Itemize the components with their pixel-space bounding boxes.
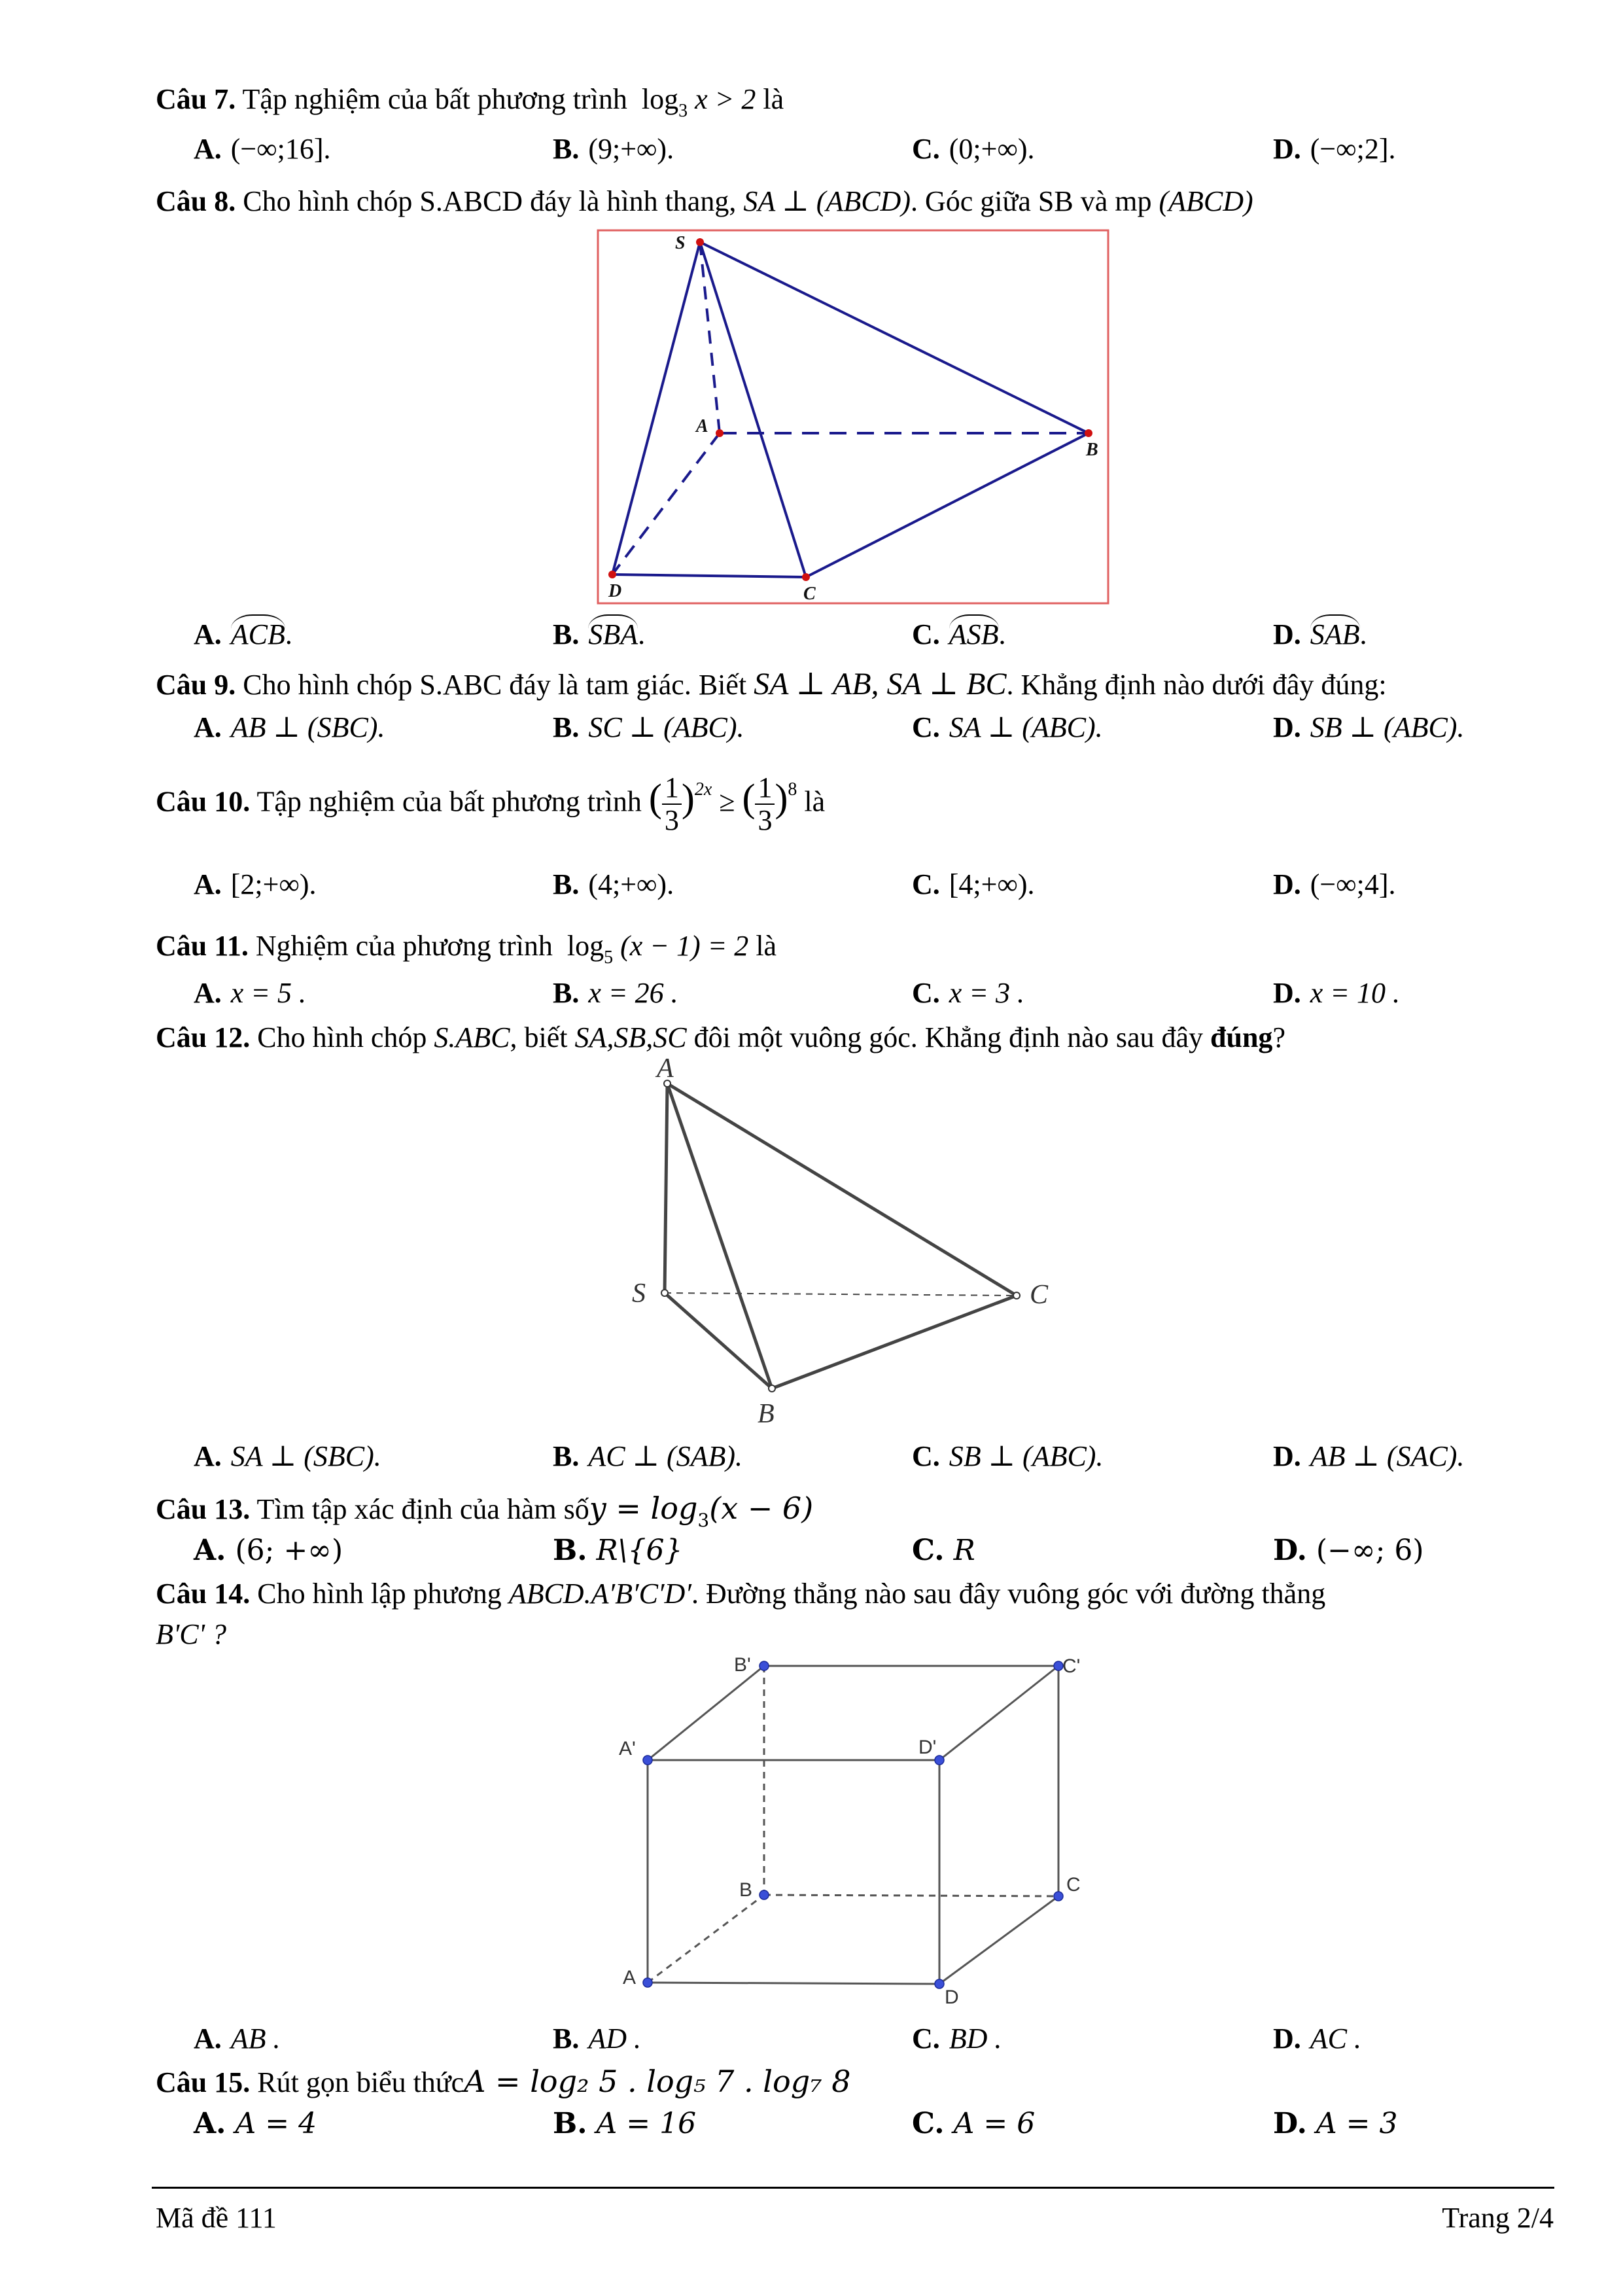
option-letter: B. — [553, 977, 580, 1009]
log-text: log — [641, 83, 679, 115]
page-number: Trang 2/4 — [1442, 2202, 1554, 2234]
vertex-a1 — [643, 1756, 652, 1765]
option-value: AB ⊥ (SAC). — [1310, 1440, 1465, 1472]
option-d[interactable] — [1273, 1442, 1464, 1471]
question-text-2: , biết — [510, 1021, 568, 1053]
option-letter: B. — [553, 133, 580, 165]
question-mark: ? — [1272, 1021, 1285, 1053]
question-label: Câu 10. — [156, 785, 251, 818]
fraction — [755, 772, 775, 837]
option-c[interactable] — [912, 2024, 1002, 2053]
option-suffix: . — [1359, 618, 1367, 650]
edge-sd — [612, 242, 700, 574]
edge-sc — [665, 1293, 1017, 1296]
math-expression: ABCD.A′B′C′D′ — [508, 1578, 691, 1610]
option-value: (−∞;2]. — [1310, 133, 1396, 165]
option-letter: C. — [912, 977, 940, 1009]
footer-divider — [152, 2187, 1554, 2189]
question-9 — [156, 669, 1387, 700]
option-a[interactable] — [194, 135, 331, 164]
paren: ( — [742, 776, 756, 820]
option-letter: C. — [912, 2107, 945, 2140]
option-b[interactable] — [553, 2107, 697, 2140]
exam-code: Mã đề 111 — [156, 2202, 277, 2234]
option-letter: C. — [912, 133, 940, 165]
option-letter: D. — [1273, 1440, 1301, 1472]
option-c[interactable] — [912, 620, 1006, 649]
log-base: 3 — [678, 101, 688, 121]
option-value: [4;+∞). — [949, 868, 1035, 900]
option-c[interactable] — [912, 2107, 1036, 2140]
math-expression: SA ⊥ AB, SA ⊥ BC — [754, 667, 1007, 701]
edge-d1c1 — [939, 1666, 1058, 1760]
edge-dc — [939, 1896, 1058, 1984]
option-value: x = 5 . — [230, 977, 307, 1009]
paren: ( — [648, 776, 662, 820]
option-c[interactable] — [912, 870, 1035, 899]
option-b[interactable] — [553, 620, 645, 649]
vertex-b — [759, 1890, 769, 1899]
question-label: Câu 15. — [156, 2066, 251, 2098]
option-value: BD . — [949, 2022, 1002, 2055]
option-a[interactable] — [194, 620, 292, 649]
option-a[interactable] — [194, 2107, 317, 2140]
paren: ) — [681, 776, 695, 820]
emphasis: đúng — [1210, 1021, 1273, 1053]
option-value: (6; +∞) — [235, 1534, 343, 1567]
option-value: (−∞; 6) — [1316, 1534, 1424, 1567]
question-11 — [156, 930, 777, 968]
exponent: 2x — [694, 779, 712, 800]
vertex-d — [608, 571, 616, 578]
label-b1: B' — [734, 1655, 751, 1676]
question-text-2: . Khẳng định nào dưới đây đúng: — [1006, 669, 1387, 701]
option-value: SB ⊥ (ABC). — [949, 1440, 1104, 1472]
question-text: Cho hình chóp S.ABCD đáy là hình thang, — [243, 185, 737, 217]
function-text: y = log — [589, 1491, 698, 1526]
vertex-c — [1013, 1292, 1020, 1299]
label-s: S — [632, 1279, 646, 1309]
vertex-s — [696, 238, 704, 246]
question-14-line-2 — [156, 1620, 226, 1649]
question-text: Cho hình chóp S.ABC đáy là tam giác. Biết — [243, 669, 747, 701]
option-value: SA ⊥ (ABC). — [949, 711, 1103, 743]
edge-sb — [700, 242, 1089, 433]
option-d[interactable] — [1273, 2024, 1361, 2053]
option-value: SB ⊥ (ABC). — [1310, 711, 1465, 743]
math-expression-2: SA,SB,SC — [574, 1021, 687, 1053]
option-value: (9;+∞). — [588, 133, 674, 165]
math-expression — [649, 772, 797, 837]
question-tail: là — [804, 785, 826, 818]
edge-cb — [806, 433, 1089, 577]
option-letter: A. — [194, 1440, 222, 1472]
option-a[interactable] — [194, 870, 317, 899]
question-text-2: . Đường thẳng nào sau đây vuông góc với đường thẳng — [691, 1578, 1326, 1610]
question-12 — [156, 1023, 1285, 1052]
question-7 — [156, 83, 784, 121]
option-letter: A. — [194, 2107, 226, 2140]
fraction-denominator: 3 — [758, 804, 773, 837]
math-expression: SA ⊥ (ABCD) — [743, 185, 911, 217]
figure-border — [598, 230, 1108, 603]
question-text: Tìm tập xác định của hàm số — [256, 1493, 589, 1525]
option-value: (0;+∞). — [949, 133, 1035, 165]
option-letter: C. — [912, 711, 940, 743]
option-value: R\{6} — [596, 1534, 683, 1567]
math-expression-2: B'C' ? — [156, 1618, 227, 1650]
option-value: (−∞;16]. — [230, 133, 331, 165]
label-b: B — [1086, 440, 1098, 460]
question-label: Câu 9. — [156, 669, 236, 701]
label-b: B — [739, 1879, 753, 1901]
option-a[interactable] — [194, 713, 385, 742]
option-c[interactable] — [912, 135, 1035, 164]
option-a[interactable] — [194, 1536, 343, 1565]
option-c[interactable] — [912, 713, 1103, 742]
option-d[interactable] — [1273, 1536, 1424, 1565]
option-value: [2;+∞). — [230, 868, 317, 900]
option-letter: D. — [1273, 977, 1301, 1009]
angle-value: SAB — [1310, 614, 1360, 650]
option-value: AC . — [1310, 2022, 1362, 2055]
edge-dc — [612, 574, 806, 577]
label-c: C — [1066, 1874, 1081, 1896]
option-value: AB . — [230, 2022, 281, 2055]
question-text: Nghiệm của phương trình — [255, 930, 553, 962]
edge-ab — [648, 1895, 764, 1983]
cube-figure — [608, 1655, 1092, 2015]
option-letter: C. — [912, 1534, 945, 1567]
vertex-b — [769, 1385, 775, 1392]
question-label: Câu 14. — [156, 1578, 251, 1610]
math-expression: A = log₂ 5 . log₅ 7 . log₇ 8 — [464, 2064, 851, 2099]
option-value: SA ⊥ (SBC). — [230, 1440, 381, 1472]
vertex-c — [1054, 1892, 1063, 1901]
edge-ad — [612, 433, 720, 574]
question-8 — [156, 187, 1253, 216]
math-expression — [635, 83, 756, 121]
label-c1: C' — [1062, 1655, 1081, 1677]
label-c: C — [1030, 1280, 1049, 1310]
option-value: x = 3 . — [949, 977, 1025, 1009]
option-d[interactable] — [1273, 713, 1464, 742]
option-value: x = 10 . — [1310, 977, 1401, 1009]
option-a[interactable] — [194, 1442, 381, 1471]
question-text: Cho hình chóp — [257, 1021, 427, 1053]
question-text-2: . Góc giữa SB và mp — [911, 185, 1152, 217]
option-b[interactable] — [553, 135, 674, 164]
label-a: A — [696, 416, 708, 436]
log-base: 3 — [697, 1510, 710, 1531]
edge-bc — [772, 1296, 1017, 1388]
fraction — [662, 772, 682, 837]
question-tail: là — [763, 83, 784, 115]
edge-ac — [667, 1084, 1017, 1296]
label-a1: A' — [619, 1738, 636, 1759]
option-b[interactable] — [553, 713, 744, 742]
math-expression — [589, 1491, 814, 1531]
option-d[interactable] — [1273, 2107, 1398, 2140]
option-letter: B. — [553, 868, 580, 900]
option-b[interactable] — [553, 979, 678, 1008]
angle-value: SBA — [588, 614, 638, 650]
option-value: A = 3 — [1316, 2107, 1398, 2140]
question-14 — [156, 1580, 1325, 1608]
exponent: 8 — [788, 779, 797, 800]
label-b: B — [758, 1399, 775, 1429]
question-label: Câu 11. — [156, 930, 249, 962]
question-13 — [156, 1491, 814, 1531]
vertex-b1 — [759, 1661, 769, 1670]
vertex-s — [661, 1290, 668, 1296]
question-label: Câu 12. — [156, 1021, 251, 1053]
option-value: A = 6 — [953, 2107, 1036, 2140]
option-suffix: . — [998, 618, 1006, 650]
option-letter: B. — [553, 618, 580, 650]
question-tail: là — [756, 930, 777, 962]
vertex-a — [716, 429, 724, 437]
option-a[interactable] — [194, 2024, 281, 2053]
log-base: 5 — [604, 947, 614, 968]
question-text: Rút gọn biểu thức — [257, 2066, 464, 2098]
option-b[interactable] — [553, 1536, 682, 1565]
question-label: Câu 8. — [156, 185, 236, 217]
option-letter: B. — [553, 2022, 580, 2055]
pyramid-sabc-figure — [615, 1057, 1086, 1430]
question-text-3: đôi một vuông góc. Khẳng định nào sau đây — [693, 1021, 1204, 1053]
option-letter: A. — [194, 868, 222, 900]
option-letter: C. — [912, 1440, 940, 1472]
option-d[interactable] — [1273, 620, 1367, 649]
pyramid-sabcd-figure — [597, 229, 1109, 605]
fraction-numerator: 1 — [755, 772, 775, 805]
label-d: D — [945, 1987, 959, 2008]
option-c[interactable] — [912, 1442, 1103, 1471]
function-argument: (x − 6) — [709, 1491, 814, 1526]
option-letter: B. — [553, 2107, 587, 2140]
option-letter: A. — [194, 133, 222, 165]
edge-ad — [648, 1983, 939, 1984]
option-value: A = 4 — [235, 2107, 317, 2140]
option-letter: D. — [1273, 133, 1301, 165]
question-text: Tập nghiệm của bất phương trình — [256, 785, 642, 818]
equation: (x − 1) = 2 — [620, 930, 749, 962]
label-s: S — [675, 233, 686, 253]
math-expression — [560, 930, 749, 968]
paren: ) — [775, 776, 788, 820]
label-a: A — [623, 1967, 637, 1988]
option-value: (4;+∞). — [588, 868, 674, 900]
option-b[interactable] — [553, 870, 674, 899]
angle-value: ASB — [949, 614, 999, 650]
ge-sign: ≥ — [719, 785, 735, 818]
option-letter: D. — [1273, 868, 1301, 900]
option-letter: D. — [1273, 711, 1301, 743]
option-letter: D. — [1273, 618, 1301, 650]
option-value: SC ⊥ (ABC). — [588, 711, 744, 743]
option-c[interactable] — [912, 1536, 975, 1565]
option-suffix: . — [638, 618, 646, 650]
option-b[interactable] — [553, 2024, 641, 2053]
option-letter: A. — [194, 977, 222, 1009]
option-letter: D. — [1273, 2022, 1301, 2055]
vertex-d — [935, 1979, 944, 1988]
edge-as — [665, 1084, 667, 1293]
question-10 — [156, 772, 825, 837]
vertex-a — [643, 1978, 652, 1987]
log-text: log — [567, 930, 604, 962]
option-d[interactable] — [1273, 870, 1396, 899]
angle-value: ACB — [231, 614, 285, 650]
option-letter: A. — [194, 618, 222, 650]
label-d: D — [608, 581, 622, 601]
edge-bc — [764, 1895, 1058, 1896]
option-suffix: . — [285, 618, 292, 650]
edge-a1b1 — [648, 1666, 764, 1760]
option-letter: A. — [194, 2022, 222, 2055]
label-c: C — [803, 584, 816, 604]
option-b[interactable] — [553, 1442, 742, 1471]
question-text: Tập nghiệm của bất phương trình — [242, 83, 627, 115]
option-letter: A. — [194, 1534, 226, 1567]
option-d[interactable] — [1273, 979, 1400, 1008]
option-letter: C. — [912, 618, 940, 650]
math-expression: S.ABC — [434, 1021, 510, 1053]
option-letter: B. — [553, 1534, 587, 1567]
option-letter: B. — [553, 711, 580, 743]
option-value: (−∞;4]. — [1310, 868, 1396, 900]
math-expression-2: (ABCD) — [1159, 185, 1253, 217]
option-value: x = 26 . — [588, 977, 678, 1009]
option-letter: B. — [553, 1440, 580, 1472]
inequality: x > 2 — [695, 83, 756, 115]
option-letter: C. — [912, 2022, 940, 2055]
fraction-numerator: 1 — [662, 772, 682, 805]
question-label: Câu 7. — [156, 83, 236, 115]
question-15 — [156, 2066, 850, 2097]
vertex-b — [1085, 429, 1092, 437]
vertex-c1 — [1054, 1661, 1063, 1670]
option-value: R — [953, 1534, 975, 1567]
label-a: A — [657, 1057, 674, 1084]
option-value: AD . — [588, 2022, 642, 2055]
option-value: AC ⊥ (SAB). — [588, 1440, 743, 1472]
label-d1: D' — [918, 1737, 937, 1758]
option-letter: D. — [1273, 1534, 1307, 1567]
option-value: A = 16 — [596, 2107, 697, 2140]
question-text: Cho hình lập phương — [257, 1578, 502, 1610]
question-label: Câu 13. — [156, 1493, 251, 1525]
fraction-denominator: 3 — [664, 804, 679, 837]
option-c[interactable] — [912, 979, 1024, 1008]
vertex-c — [802, 573, 810, 581]
option-letter: D. — [1273, 2107, 1307, 2140]
option-letter: A. — [194, 711, 222, 743]
option-letter: C. — [912, 868, 940, 900]
option-d[interactable] — [1273, 135, 1396, 164]
option-a[interactable] — [194, 979, 306, 1008]
option-value: AB ⊥ (SBC). — [230, 711, 385, 743]
